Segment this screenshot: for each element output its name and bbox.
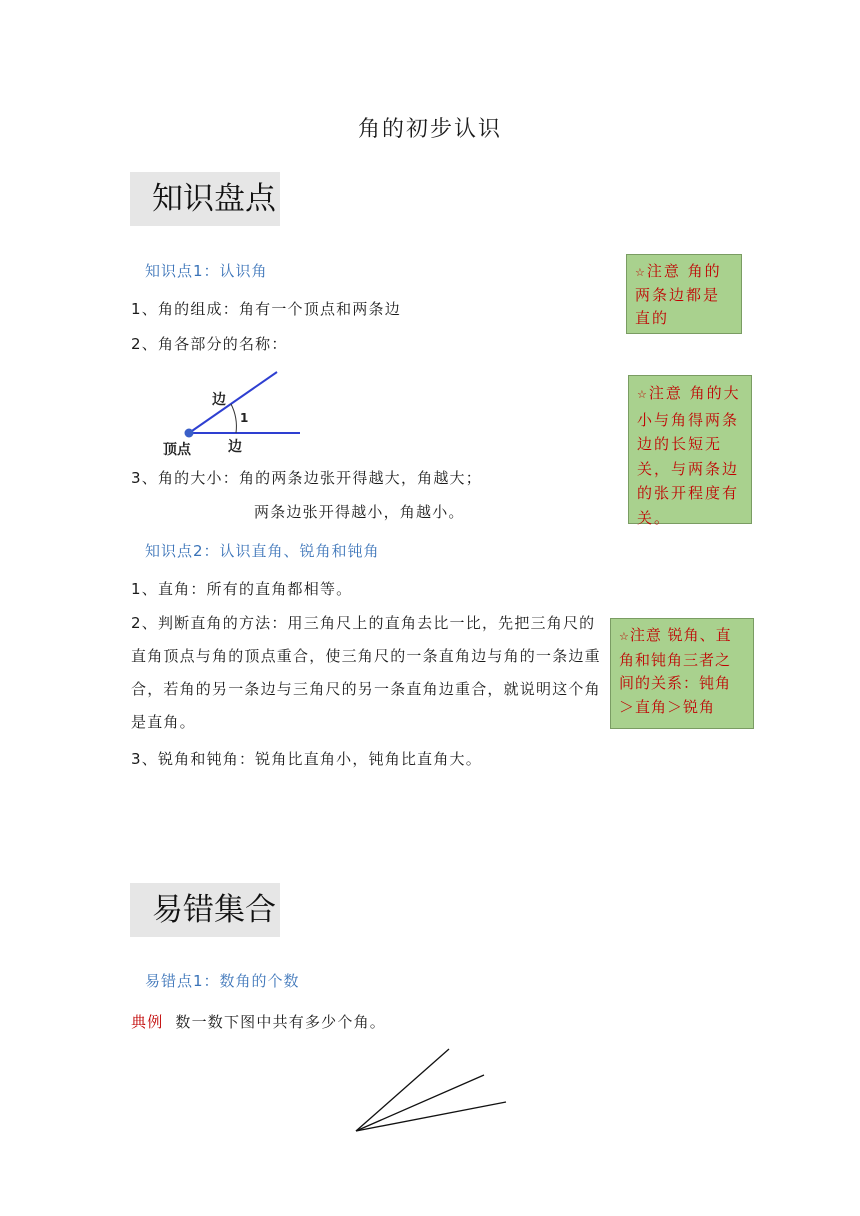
example-text: 数一数下图中共有多少个角。 [175,1013,386,1031]
kp2-item-2: 2、判断直角的方法：用三角尺上的直角去比一比，先把三角尺的直角顶点与角的顶点重合，使三角尺的一条直角边与角的一条边重合，若角的另一条边与三角尺的另一条直角边重合，就说明这个角是直角。 [131,614,601,731]
note-box-2 [628,375,752,527]
label-vertex: 顶点 [163,442,191,458]
note-1-text: 注意 角的两条边都是直的 [635,262,722,327]
example-tag: 典例 [131,1013,164,1031]
star-icon: ☆ [635,266,647,279]
note-box-3 [610,618,754,729]
kp1-item-2: 2、角各部分的名称： [131,335,288,353]
label-side-top: 边 [212,392,226,408]
kp2-item-3: 3、锐角和钝角：锐角比直角小，钝角比直角大。 [131,750,482,768]
note-2-text: 注意 角的大小与角得两条边的长短无关，与两条边的张开程度有关。 [637,384,741,527]
ray-line [356,1075,484,1131]
angle-arc [231,404,236,433]
mistake-point-1-heading: 易错点1：数角的个数 [145,972,300,990]
angle-diagram [160,366,310,458]
kp2-item-1: 1、直角：所有的直角都相等。 [131,580,353,598]
kp1-item-1: 1、角的组成：角有一个顶点和两条边 [131,300,401,318]
note-box-1 [626,254,742,334]
section-header-knowledge: 知识盘点 [130,172,280,226]
ray-figure [340,1040,520,1140]
vertex-dot [185,429,194,438]
document-title: 角的初步认识 [357,117,502,142]
ray-line [356,1049,449,1131]
example-line [131,1012,386,1032]
angle-side-top-line [189,372,277,433]
knowledge-point-1-heading: 知识点1：认识角 [145,262,268,280]
star-icon: ☆ [637,388,649,401]
kp1-item-3: 3、角的大小：角的两条边张开得越大，角越大； [131,469,482,487]
note-3-text: 注意 锐角、直角和钝角三者之间的关系：钝角＞直角＞锐角 [619,626,732,716]
kp1-item-3-continued: 两条边张开得越小，角越小。 [254,503,465,521]
section-header-common-mistakes: 易错集合 [130,883,280,937]
label-side-bottom: 边 [228,439,242,455]
ray-line [356,1102,506,1131]
label-angle-1: 1 [240,411,249,425]
star-icon: ☆ [619,630,630,643]
knowledge-point-2-heading: 知识点2：认识直角、锐角和钝角 [145,542,380,560]
